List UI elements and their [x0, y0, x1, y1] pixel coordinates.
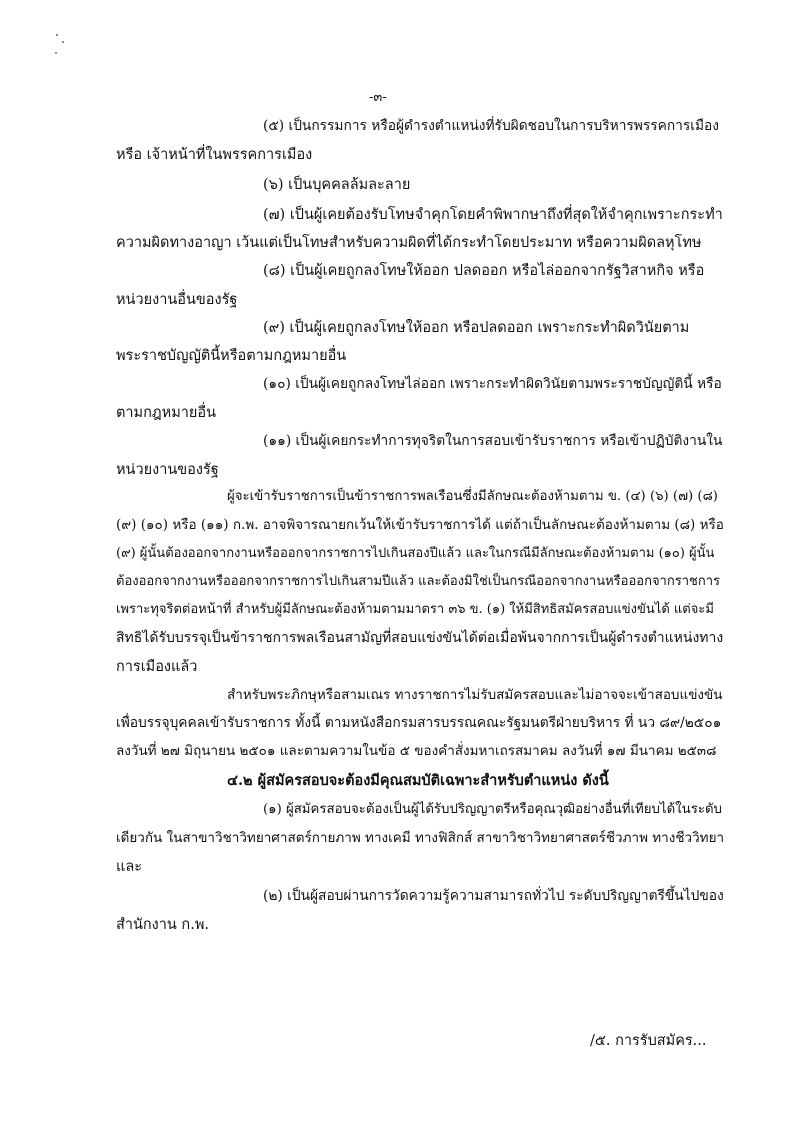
list-item-line: (๕) เป็นกรรมการ หรือผู้ดำรงตำแหน่งที่รับผิดชอบในการบริหารพรรคการเมือง	[263, 118, 720, 134]
qualification-line: (๒) เป็นผู้สอบผ่านการวัดความรู้ความสามารถทั่วไป ระดับปริญญาตรีขึ้นไปของ	[263, 888, 724, 904]
qualification-line: สำนักงาน ก.พ.	[116, 917, 209, 933]
paragraph-line: เพราะทุจริตต่อหน้าที่ สำหรับผู้มีลักษณะต้องห้ามตามมาตรา ๓๖ ข. (๑) ให้มีสิทธิสมัครสอบแข่งขันได้ แต่จะมี	[116, 602, 714, 617]
list-item-line: หน่วยงานอื่นของรัฐ	[116, 292, 238, 308]
paragraph-line: ต้องออกจากงานหรือออกจากราชการไปเกินสามปีแล้ว และต้องมิใช่เป็นกรณีออกจากงานหรือออกจากราชการ	[116, 574, 720, 589]
continuation-marker: /๕. การรับสมัคร...	[590, 1033, 707, 1049]
section-heading: ๔.๒ ผู้สมัครสอบจะต้องมีคุณสมบัติเฉพาะสำหรับตำแหน่ง ดังนี้	[227, 772, 609, 789]
list-item-line: หรือ เจ้าหน้าที่ในพรรคการเมือง	[116, 147, 313, 163]
list-item-line: (๑๑) เป็นผู้เคยกระทำการทุจริตในการสอบเข้ารับราชการ หรือเข้าปฏิบัติงานใน	[263, 433, 723, 449]
paragraph-line: ลงวันที่ ๒๗ มิถุนายน ๒๕๐๑ และตามความในข้อ ๕ ของคำสั่งมหาเถรสมาคม ลงวันที่ ๑๗ มีนาคม ๒๕๓๘	[116, 743, 717, 759]
paragraph-line: (๙) (๑๐) หรือ (๑๑) ก.พ. อาจพิจารณายกเว้นให้เข้ารับราชการได้ แต่ถ้าเป็นลักษณะต้องห้ามตาม (๘) หรือ	[116, 517, 724, 533]
list-item-line: (๘) เป็นผู้เคยถูกลงโทษให้ออก ปลดออก หรือไล่ออกจากรัฐวิสาหกิจ หรือ	[263, 263, 705, 279]
list-item-line: หน่วยงานของรัฐ	[116, 462, 219, 478]
qualification-line: (๑) ผู้สมัครสอบจะต้องเป็นผู้ได้รับปริญญาตรีหรือคุณวุฒิอย่างอื่นที่เทียบได้ในระดับ	[263, 802, 722, 817]
list-item-line: ตามกฎหมายอื่น	[116, 405, 217, 421]
paragraph-line: สำหรับพระภิกษุหรือสามเณร ทางราชการไม่รับสมัครสอบและไม่อาจจะเข้าสอบแข่งขัน	[227, 687, 723, 703]
paragraph-line: ผู้จะเข้ารับราชการเป็นข้าราชการพลเรือนซึ่งมีลักษณะต้องห้ามตาม ข. (๔) (๖) (๗) (๘)	[227, 489, 718, 504]
list-item-line: ความผิดทางอาญา เว้นแต่เป็นโทษสำหรับความผิดที่ได้กระทำโดยประมาท หรือความผิดลหุโทษ	[116, 235, 702, 251]
paragraph-line: (๙) ผู้นั้นต้องออกจากงานหรือออกจากราชการไปเกินสองปีแล้ว และในกรณีมีลักษณะต้องห้ามตาม (๑๐) ผู้นั้น	[116, 546, 715, 561]
paragraph-line: การเมืองแล้ว	[116, 659, 198, 675]
qualification-line: และ	[116, 859, 143, 875]
list-item-line: (๗) เป็นผู้เคยต้องรับโทษจำคุกโดยคำพิพากษาถึงที่สุดให้จำคุกเพราะกระทำ	[263, 207, 723, 223]
page-number: -๓-	[369, 90, 387, 105]
list-item-line: (๙) เป็นผู้เคยถูกลงโทษให้ออก หรือปลดออก เพราะกระทำผิดวินัยตาม	[263, 320, 690, 336]
qualification-line: เดียวกัน ในสาขาวิชาวิทยาศาสตร์กายภาพ ทางเคมี ทางฟิสิกส์ สาขาวิชาวิทยาศาสตร์ชีวภาพ ทางชีววิทยา	[116, 830, 725, 846]
list-item-line: (๖) เป็นบุคคลล้มละลาย	[263, 177, 411, 193]
list-item-line: (๑๐) เป็นผู้เคยถูกลงโทษไล่ออก เพราะกระทำผิดวินัยตามพระราชบัญญัตินี้ หรือ	[263, 376, 722, 392]
paragraph-line: สิทธิได้รับบรรจุเป็นข้าราชการพลเรือนสามัญที่สอบแข่งขันได้ต่อเมื่อพ้นจากการเป็นผู้ดำรงตำแหน่งทาง	[116, 630, 724, 646]
list-item-line: พระราชบัญญัตินี้หรือตามกฎหมายอื่น	[116, 348, 347, 364]
paragraph-line: เพื่อบรรจุบุคคลเข้ารับราชการ ทั้งนี้ ตามหนังสือกรมสารบรรณคณะรัฐมนตรีฝ่ายบริหาร ที่ นว ๘๙/๒๕๐๑	[116, 715, 722, 731]
